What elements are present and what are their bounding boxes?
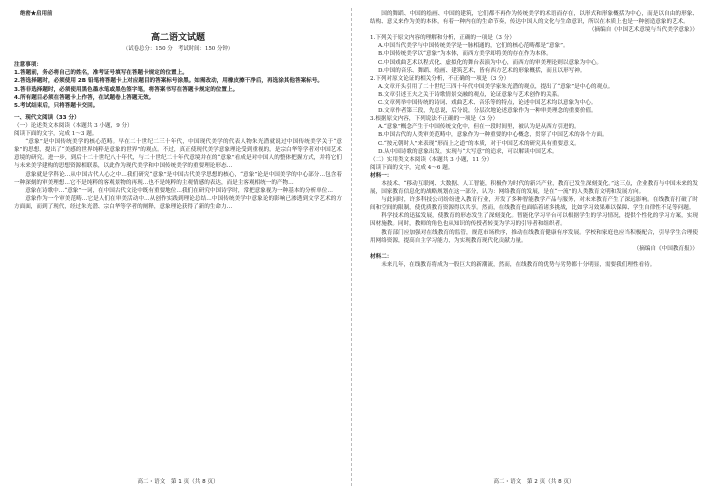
material-paragraph: 与此同时，许多科技公司纷纷进入教育行业，开发了多种智能教学产品与服务，对未来教育产生了深远影响。在线教育打破了时间和空间的限制，使优质教育资源得以共享。然而，在线教育也面临着诸多挑战，比如学习效果难以保障、学生自律性不足等问题。: [370, 197, 698, 212]
section-instruction: 阅读下面的文字，完成 1～3 题。: [14, 131, 98, 138]
left-page: [14, 10, 342, 211]
passage-paragraph: “意象”是中国传统美学的核心范畴。早在二十世纪二三十年代，中国现代美学的代表人物朱光潜就说过中国传统美学关于“意象”的思想，提出了“美感的世界纯粹是意象的世界”的观点。不过，真正使现代美学意象理论受到重视的，是宗白华等学者对中国艺术意境的研究。进一步，到后十二十世纪八十年代，与二十世纪二十年代意境并在的“意象”看成是对中国人的整体把握方式，并将它们与未来美学建构的思想资源相联系，以此作为现代美学和中国传统美学的重要理论形态…: [14, 139, 342, 170]
option-b: B.文章引述王夫之关于诗歌情景交融的观点，论证意象与艺术创作的关系。: [378, 91, 563, 98]
material-2-label: 材料二：: [370, 253, 393, 260]
passage-paragraph: 意象在诗歌中…“意象”一词，在中国古代文论中既有重要地位…我们在研究中国诗学时，常把意象视为一种基本的分析单位…: [25, 187, 333, 194]
source-citation: （摘编自《中国艺术意境与当代美学意象》）: [588, 27, 698, 34]
page-title: 高二语文试题: [150, 33, 205, 44]
right-page: [370, 10, 698, 269]
option-c: C.文章列举中国传统的诗词、戏曲艺术、音乐等的特点，论述中国艺术均以意象为中心。: [378, 100, 597, 107]
question-2: 2.下列对原文论证的相关分析，不正确的一项是（3 分）: [370, 75, 510, 82]
passage-continuation: 国的舞蹈、中国的绘画、中国的建筑，它们都不再作为传统美学的术语而存在，以形式和形象概括为中心，而是以自由的形象、结构、意义来作为美的本体，有着一种内在的生命节奏，传达中国人的文化与生命意识，所以在本质上也是一种创造意象的艺术。: [370, 11, 698, 26]
section-instruction: 阅读下面的文字，完成 4～6 题。: [370, 164, 454, 171]
section-subheading: （二）实用类文本阅读（本题共 3 小题，11 分）: [370, 156, 493, 163]
option-d: D.中国的音乐、舞蹈、绘画、建筑艺术，皆有西方艺术的形象概括，而且以形写神。: [378, 67, 586, 74]
question-1: 1.下列关于原文内容的理解和分析，正确的一项是（3 分）: [370, 35, 515, 42]
page-footer-right: 高二・语文 第 2 页（共 8 页）: [493, 479, 575, 485]
option-b: B.中国古代的人类审美范畴中，意象作为一种重要的中心概念，贯穿了中国艺术的各个方面。: [378, 132, 608, 139]
material-paragraph: 未来几年，在线教育将成为一股巨大的新潮流，然而，在线教育的优势与劣势都十分明显，需要我们理性看待。: [381, 261, 656, 268]
section-subheading: （一）论述类文本阅读（本题共 3 小题，9 分）: [14, 122, 133, 129]
notice-list: [14, 69, 342, 109]
option-d: D.从中国诗歌的意象出发，实现与“大写意”的追求，可以解读中国艺术。: [378, 148, 558, 155]
passage-paragraph: 意象就是学科论…从中国古代人心之中…我们研究“意象”是中国古代美学思想的核心，“意象”论是中国美学的中心部分…包含着一种深刻的审美理想…它不是纯粹的客观景物的再现…也不是纯粹的主观情感的表达，而是主客观相统一的产物…: [14, 171, 342, 186]
notice-item: 1.答题前，务必将自己的姓名，准考证号填写在答题卡规定的位置上。: [14, 70, 188, 77]
page-divider: [351, 8, 352, 486]
option-b: B.中国传统美学以“意象”为本体，而西方美学却将美的存在作为本体。: [378, 51, 552, 58]
question-3: 3.根据原文内容，下列说法不正确的一项是（3 分）: [370, 116, 499, 123]
section-heading: 一、现代文阅读（33 分）: [14, 114, 80, 121]
confidential-mark: 绝密★启用前: [20, 11, 53, 17]
option-c: C.中国戏曲艺术以程式化、虚拟化的舞台表演为中心，而西方的审美理论则以意象为中心。: [378, 59, 603, 66]
passage-paragraph: 意象作为一个审美范畴…它是人们在审美活动中…从创作实践到理论总结…中国传统美学中意象论的影响已渗透到文学艺术的方方面面，而到了现代，经过朱光潜、宗白华等学者的阐释，意象理论获得了新的生命力…: [14, 195, 342, 210]
notice-item: 4.所有题目必须在答题卡上作答，在试题卷上答题无效。: [14, 94, 155, 101]
material-paragraph: 科学技术的迅猛发展，使教育的形态发生了深刻变化。智能化学习平台可以根据学生的学习情况，提供个性化的学习方案，实现因材施教。同时，教师的角色也从知识的传授者转变为学习的引导者和组织者。: [370, 213, 698, 228]
option-a: A.“意象”概念产生于中国传统文化中，但在一段时间里，被认为是从西方引进的。: [378, 124, 580, 131]
page-footer-left: 高二・语文 第 1 页（共 8 页）: [137, 479, 219, 485]
notice-heading: 注意事项：: [14, 62, 42, 69]
source-citation: （摘编自《中国教育报》）: [633, 245, 698, 252]
material-1-label: 材料一：: [370, 172, 393, 179]
option-a: A.中国当代美学与中国传统美学是一脉相通的，它们的核心范畴都是“意象”。: [378, 43, 569, 50]
option-a: A.文章开头引用了二十世纪三四十年代中国美学家朱光潜的观点，提出了“意象”是中心的观点。: [378, 83, 614, 90]
notice-item: 2.答选择题时，必须使用 2B 铅笔将答题卡上对应题目的答案标号涂黑。如需改动，用橡皮擦干净后，再选涂其他答案标号。: [14, 78, 323, 85]
material-paragraph: 本技术、“移动互联网、大数据、人工智能，积极作为时代的新兴产业，教育已发生深刻变化。”这三点，企业教育与中国未来的发展，国家教育信息化的战略规划在这一部分，认为：网络教育的发展，是在“一流”的人类教育文明和发展方向。: [370, 180, 698, 196]
notice-item: 3.答非选择题时，必须使用黑色墨水笔或黑色签字笔，将答案书写在答题卡规定的位置上。: [14, 86, 239, 93]
option-c: C.“按元朝时人”来表现“形而上之道”的本质，对于中国艺术的研究具有重要意义。: [378, 140, 580, 147]
material-paragraph: 教育部门应加强对在线教育的监管，规范市场秩序，推动在线教育健康有序发展。学校和家庭也应当积极配合，引导学生合理使用网络资源，提高自主学习能力，为实现教育现代化贡献力量。: [370, 229, 698, 244]
exam-info: （试卷总分：150 分 考试时间：150 分钟）: [122, 46, 234, 53]
option-d: D.文章作者第三段，先总说，后分说，分层次地论述意象作为一种审美理念的重要价值。: [378, 108, 597, 115]
notice-item: 5.考试结束后，只将答题卡交回。: [14, 102, 99, 109]
reading-passage: [14, 138, 342, 211]
